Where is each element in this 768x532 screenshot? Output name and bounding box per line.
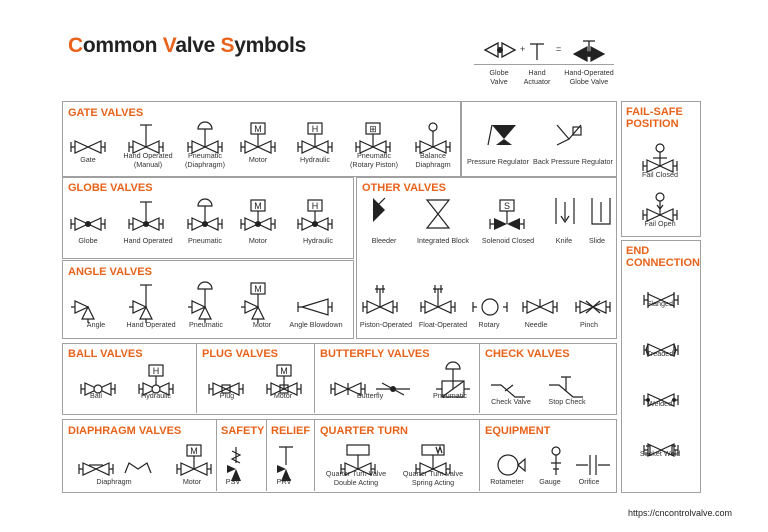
ball-label: Hydraulic bbox=[141, 391, 171, 400]
section-title-angle: ANGLE VALVES bbox=[68, 266, 152, 278]
gate-label: Balance Diaphragm bbox=[415, 151, 451, 169]
page-title: Common Valve Symbols bbox=[68, 34, 306, 57]
valve-symbol-icon bbox=[420, 275, 456, 320]
valve-symbol-icon bbox=[70, 275, 106, 320]
other2-label: Piston-Operated bbox=[359, 320, 413, 329]
valve-symbol-icon bbox=[240, 192, 276, 237]
svg-text:M: M bbox=[254, 124, 262, 134]
check-label: Stop Check bbox=[548, 397, 586, 406]
valve-symbol-icon bbox=[78, 437, 114, 482]
other1-label: Knife bbox=[555, 236, 573, 245]
section-title-failsafe: FAIL-SAFE POSITION bbox=[626, 106, 683, 130]
gate-label: Hand Operated (Manual) bbox=[123, 151, 173, 169]
valve-symbol-icon bbox=[297, 115, 333, 160]
valve-symbol-icon bbox=[472, 275, 508, 320]
globe-label: Motor bbox=[248, 236, 268, 245]
diaphragm-label: Motor bbox=[182, 477, 202, 486]
valve-symbol-icon bbox=[538, 437, 574, 482]
end-label: Treaded bbox=[646, 349, 674, 358]
valve-symbol-icon bbox=[240, 275, 276, 320]
svg-text:M: M bbox=[190, 446, 198, 456]
other1-label: Solenoid Closed bbox=[481, 236, 535, 245]
valve-symbol-icon bbox=[120, 437, 156, 482]
gate-label: Gate bbox=[80, 155, 96, 164]
diaphragm-label: Diaphragm bbox=[96, 477, 132, 486]
angle-label: Angle bbox=[86, 320, 106, 329]
regulators-label: Back Pressure Regulator bbox=[533, 157, 613, 166]
section-title-quarter-turn: QUARTER TURN bbox=[320, 425, 408, 437]
ball-label: Ball bbox=[90, 391, 102, 400]
angle-label: Angle Blowdown bbox=[289, 320, 343, 329]
plug-label: Motor bbox=[273, 391, 293, 400]
relief-label: PRV bbox=[276, 477, 292, 486]
valve-symbol-icon bbox=[487, 115, 523, 160]
valve-symbol-icon bbox=[489, 192, 525, 237]
safety-label: PSV bbox=[225, 477, 241, 486]
angle-label: Motor bbox=[252, 320, 272, 329]
section-title-plug: PLUG VALVES bbox=[202, 348, 278, 360]
gate-label: Hydraulic bbox=[300, 155, 330, 164]
angle-label: Hand Operated bbox=[126, 320, 176, 329]
valve-symbol-icon bbox=[548, 357, 584, 402]
regulators-label: Pressure Regulator bbox=[467, 157, 529, 166]
butterfly-label: Butterfly bbox=[356, 391, 384, 400]
svg-text:M: M bbox=[254, 284, 262, 294]
svg-text:H: H bbox=[152, 366, 160, 376]
section-title-gate: GATE VALVES bbox=[68, 107, 144, 119]
valve-symbol-icon bbox=[522, 275, 558, 320]
equipment-label: Orifice bbox=[578, 477, 600, 486]
valve-symbol-icon bbox=[297, 275, 333, 320]
section-title-other: OTHER VALVES bbox=[362, 182, 446, 194]
svg-text:S: S bbox=[503, 201, 511, 211]
gate-label: Motor bbox=[248, 155, 268, 164]
end-label: Socket Weld bbox=[639, 449, 681, 458]
valve-symbol-icon bbox=[575, 275, 611, 320]
equipment-label: Rotameter bbox=[490, 477, 524, 486]
globe-label: Hand Operated bbox=[123, 236, 173, 245]
other1-label: Bleeder bbox=[371, 236, 397, 245]
valve-symbol-icon bbox=[420, 192, 456, 237]
other1-label: Slide bbox=[589, 236, 605, 245]
failsafe-label: Fail Open bbox=[644, 219, 676, 228]
section-title-globe: GLOBE VALVES bbox=[68, 182, 153, 194]
valve-symbol-icon bbox=[187, 192, 223, 237]
valve-symbol-icon bbox=[490, 357, 526, 402]
plug-label: Plug bbox=[219, 391, 235, 400]
equipment-label: Gauge bbox=[539, 477, 561, 486]
hand-actuator-icon bbox=[527, 38, 547, 62]
other2-label: Rotary bbox=[478, 320, 500, 329]
section-title-check: CHECK VALVES bbox=[485, 348, 570, 360]
svg-text:M: M bbox=[280, 366, 288, 376]
other2-label: Float-Operated bbox=[418, 320, 468, 329]
valve-symbol-icon bbox=[128, 192, 164, 237]
other1-label: Integrated Block bbox=[417, 236, 469, 245]
gate-label: Pneumatic (Rotary Piston) bbox=[350, 151, 398, 169]
section-title-equipment: EQUIPMENT bbox=[485, 425, 551, 437]
section-title-ball: BALL VALVES bbox=[68, 348, 143, 360]
hand-operated-globe-valve-icon bbox=[572, 38, 606, 62]
globe-valve-icon bbox=[483, 38, 517, 62]
quarter-label: Quarter Turn Valve Double Acting bbox=[325, 469, 387, 487]
svg-text:H: H bbox=[311, 201, 319, 211]
other2-label: Pinch bbox=[580, 320, 598, 329]
globe-label: Hydraulic bbox=[303, 236, 333, 245]
svg-text:M: M bbox=[254, 201, 262, 211]
globe-label: Pneumatic bbox=[188, 236, 222, 245]
section-title-diaphragm: DIAPHRAGM VALVES bbox=[68, 425, 182, 437]
other2-label: Needle bbox=[524, 320, 548, 329]
valve-symbol-icon bbox=[268, 437, 304, 482]
valve-symbol-icon bbox=[547, 192, 583, 237]
valve-symbol-icon bbox=[176, 437, 212, 482]
valve-symbol-icon bbox=[583, 192, 619, 237]
valve-symbol-icon bbox=[218, 437, 254, 482]
quarter-label: Quarter Turn Valve Spring Acting bbox=[402, 469, 464, 487]
end-label: Welded bbox=[647, 399, 673, 408]
angle-label: Pneumatic bbox=[189, 320, 223, 329]
globe-label: Globe bbox=[78, 236, 98, 245]
failsafe-label: Fail Closed bbox=[642, 170, 678, 179]
valve-symbol-icon bbox=[297, 192, 333, 237]
valve-symbol-icon bbox=[128, 275, 164, 320]
section-title-end-connection: END CONNECTION bbox=[626, 245, 700, 269]
valve-symbol-icon bbox=[490, 437, 526, 482]
valve-symbol-icon bbox=[552, 115, 588, 160]
svg-text:H: H bbox=[311, 124, 319, 134]
valve-symbol-icon bbox=[70, 192, 106, 237]
website-url: https://cncontrolvalve.com bbox=[627, 508, 732, 518]
check-label: Check Valve bbox=[491, 397, 531, 406]
section-title-butterfly: BUTTERFLY VALVES bbox=[320, 348, 430, 360]
gate-label: Pneumatic (Diaphragm) bbox=[185, 151, 225, 169]
valve-symbol-icon bbox=[362, 192, 398, 237]
valve-symbol-icon bbox=[362, 275, 398, 320]
section-title-relief: RELIEF bbox=[271, 425, 311, 437]
svg-text:⊞: ⊞ bbox=[369, 124, 377, 134]
butterfly-label: Pneumatic bbox=[433, 391, 467, 400]
valve-symbol-icon bbox=[70, 115, 106, 160]
section-title-safety: SAFETY bbox=[221, 425, 265, 437]
valve-symbol-icon bbox=[575, 437, 611, 482]
end-label: Flanged bbox=[647, 299, 673, 308]
valve-symbol-icon bbox=[187, 275, 223, 320]
